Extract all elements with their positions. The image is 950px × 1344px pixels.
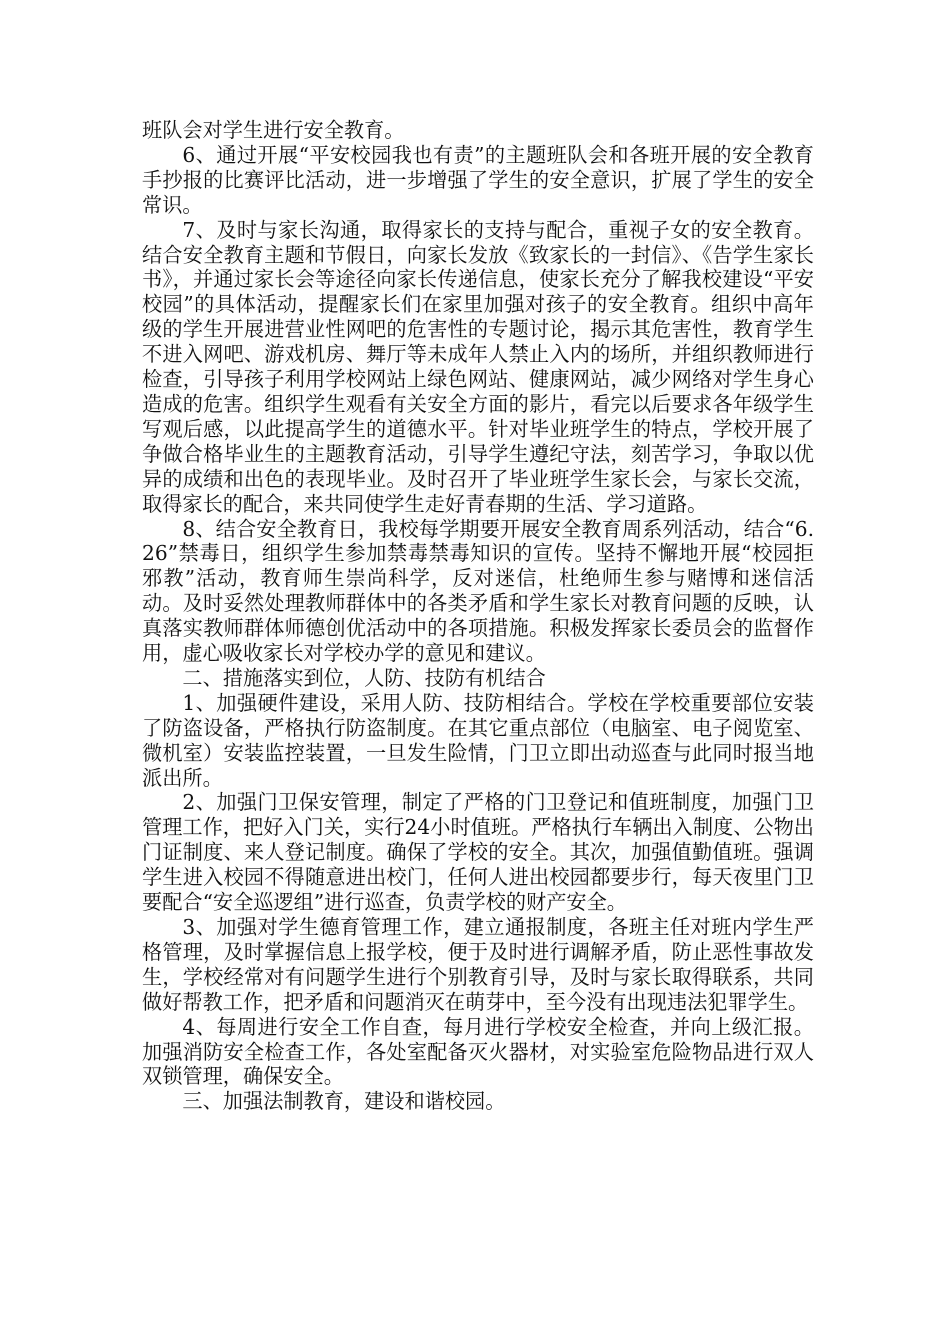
- paragraph-measure-2: 2、加强门卫保安管理，制定了严格的门卫登记和值班制度，加强门卫管理工作，把好入门关，实行24小时值班。严格执行车辆出入制度、公物出门证制度、来人登记制度。确保了学校的安全。其次，加强值勤值班。强调学生进入校园不得随意进出校门，任何人进出校园都要步行，每天夜里门卫要配合“安全巡逻组”进行巡查，负责学校的财产安全。: [142, 790, 814, 915]
- paragraph-measure-4: 4、每周进行安全工作自查，每月进行学校安全检查，并向上级汇报。加强消防安全检查工作，各处室配备灭火器材，对实验室危险物品进行双人双锁管理，确保安全。: [142, 1014, 814, 1089]
- paragraph-item-8: 8、结合安全教育日，我校每学期要开展安全教育周系列活动，结合“6.26”禁毒日，组织学生参加禁毒禁毒知识的宣传。坚持不懈地开展“校园拒邪教”活动，教育师生崇尚科学，反对迷信，杜绝师生参与赌博和迷信活动。及时妥然处理教师群体中的各类矛盾和学生家长对教育问题的反映，认真落实教师群体师德创优活动中的各项措施。积极发挥家长委员会的监督作用，虚心吸收家长对学校办学的意见和建议。: [142, 516, 814, 666]
- paragraph-item-6: 6、通过开展“平安校园我也有责”的主题班队会和各班开展的安全教育手抄报的比赛评比活动，进一步增强了学生的安全意识，扩展了学生的安全常识。: [142, 142, 814, 217]
- section-heading-3: 三、加强法制教育，建设和谐校园。: [182, 1089, 506, 1114]
- document-body: [142, 118, 814, 1114]
- section-heading-2: 二、措施落实到位，人防、技防有机结合: [182, 665, 546, 690]
- paragraph-1: 班队会对学生进行安全教育。: [142, 118, 405, 142]
- paragraph-measure-3: 3、加强对学生德育管理工作，建立通报制度，各班主任对班内学生严格管理，及时掌握信息上报学校，便于及时进行调解矛盾，防止恶性事故发生，学校经常对有问题学生进行个别教育引导，及时与家长取得联系，共同做好帮教工作，把矛盾和问题消灭在萌芽中，至今没有出现违法犯罪学生。: [142, 915, 814, 1014]
- paragraph-measure-1: 1、加强硬件建设，采用人防、技防相结合。学校在学校重要部位安装了防盗设备，严格执行防盗制度。在其它重点部位（电脑室、电子阅览室、微机室）安装监控装置，一旦发生险情，门卫立即出动巡查与此同时报当地派出所。: [142, 690, 814, 790]
- paragraph-item-7: 7、及时与家长沟通，取得家长的支持与配合，重视子女的安全教育。结合安全教育主题和节假日，向家长发放《致家长的一封信》、《告学生家长书》，并通过家长会等途径向家长传递信息，使家长充分了解我校建设“平安校园”的具体活动，提醒家长们在家里加强对孩子的安全教育。组织中高年级的学生开展进营业性网吧的危害性的专题讨论，揭示其危害性，教育学生不进入网吧、游戏机房、舞厅等未成年人禁止入内的场所，并组织教师进行检查，引导孩子利用学校网站上绿色网站、健康网站，减少网络对学生身心造成的危害。组织学生观看有关安全方面的影片，看完以后要求各年级学生写观后感，以此提高学生的道德水平。针对毕业班学生的特点，学校开展了争做合格毕业生的主题教育活动，引导学生遵纪守法，刻苦学习，争取以优异的成绩和出色的表现毕业。及时召开了毕业班学生家长会，与家长交流，取得家长的配合，来共同使学生走好青春期的生活、学习道路。: [142, 217, 814, 516]
